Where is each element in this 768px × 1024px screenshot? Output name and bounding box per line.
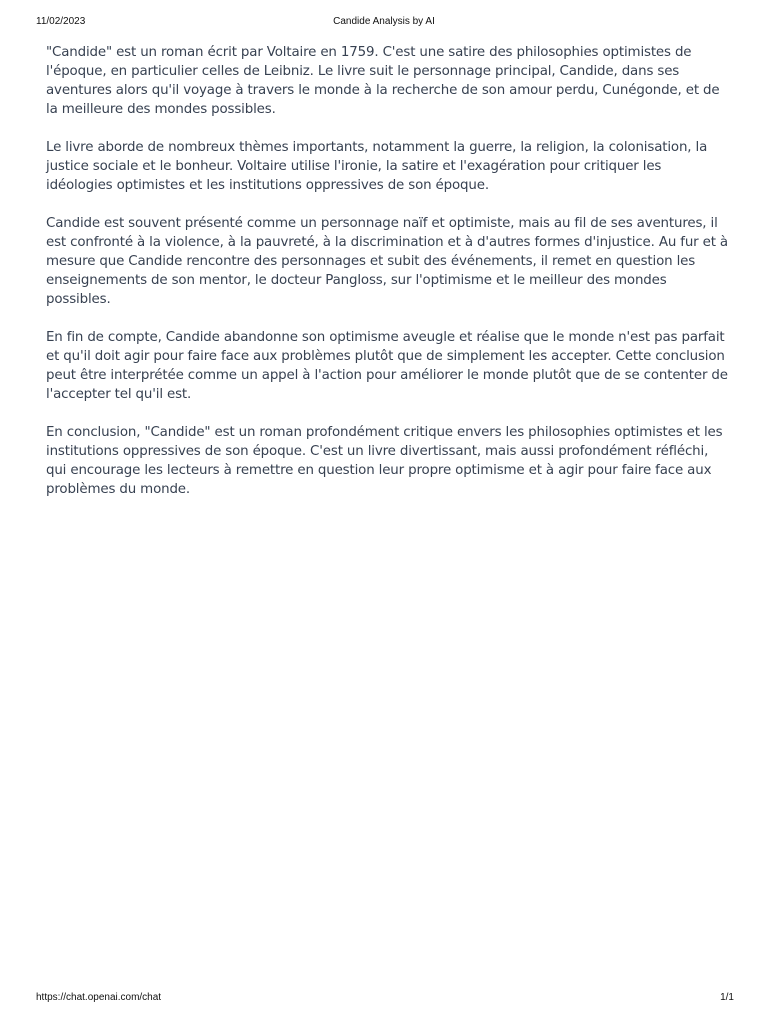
source-url: https://chat.openai.com/chat	[36, 992, 162, 1003]
paragraph-3: Candide est souvent présenté comme un personnage naïf et optimiste, mais au fil de ses aventures, il est confronté à la violence, à la pauvreté, à la discrimination et à d'autres formes d'injustice. Au fur et à mesure que Candide rencontre des personnages et subit des événements, il remet en question les enseignements de son mentor, le docteur Pangloss, sur l'optimisme et le meilleur des mondes possibles.	[46, 216, 728, 307]
print-footer	[0, 992, 768, 1006]
paragraph-1: "Candide" est un roman écrit par Voltaire en 1759. C'est une satire des philosophies optimistes de l'époque, en particulier celles de Leibniz. Le livre suit le personnage principal, Candide, dans ses aventures alors qu'il voyage à travers le monde à la recherche de son amour perdu, Cunégonde, et de la meilleure des mondes possibles.	[46, 45, 720, 117]
response-body	[46, 43, 730, 518]
print-date: 11/02/2023	[36, 16, 86, 27]
paragraph-4: En fin de compte, Candide abandonne son optimisme aveugle et réalise que le monde n'est pas parfait et qu'il doit agir pour faire face aux problèmes plutôt que de simplement les accepter. Cette conclusion peut être interprétée comme un appel à l'action pour améliorer le monde plutôt que de se contenter de l'accepter tel qu'il est.	[46, 330, 728, 402]
paragraph-2: Le livre aborde de nombreux thèmes importants, notamment la guerre, la religion, la colonisation, la justice sociale et le bonheur. Voltaire utilise l'ironie, la satire et l'exagération pour critiquer les idéologies optimistes et les institutions oppressives de son époque.	[46, 140, 708, 193]
print-header	[0, 16, 768, 32]
document-title: Candide Analysis by AI	[333, 16, 435, 27]
paragraph-5: En conclusion, "Candide" est un roman profondément critique envers les philosophies optimistes et les institutions oppressives de son époque. C'est un livre divertissant, mais aussi profondément réfléchi, qui encourage les lecteurs à remettre en question leur propre optimisme et à agir pour faire face aux problèmes du monde.	[46, 425, 723, 497]
page-indicator: 1/1	[720, 992, 734, 1003]
